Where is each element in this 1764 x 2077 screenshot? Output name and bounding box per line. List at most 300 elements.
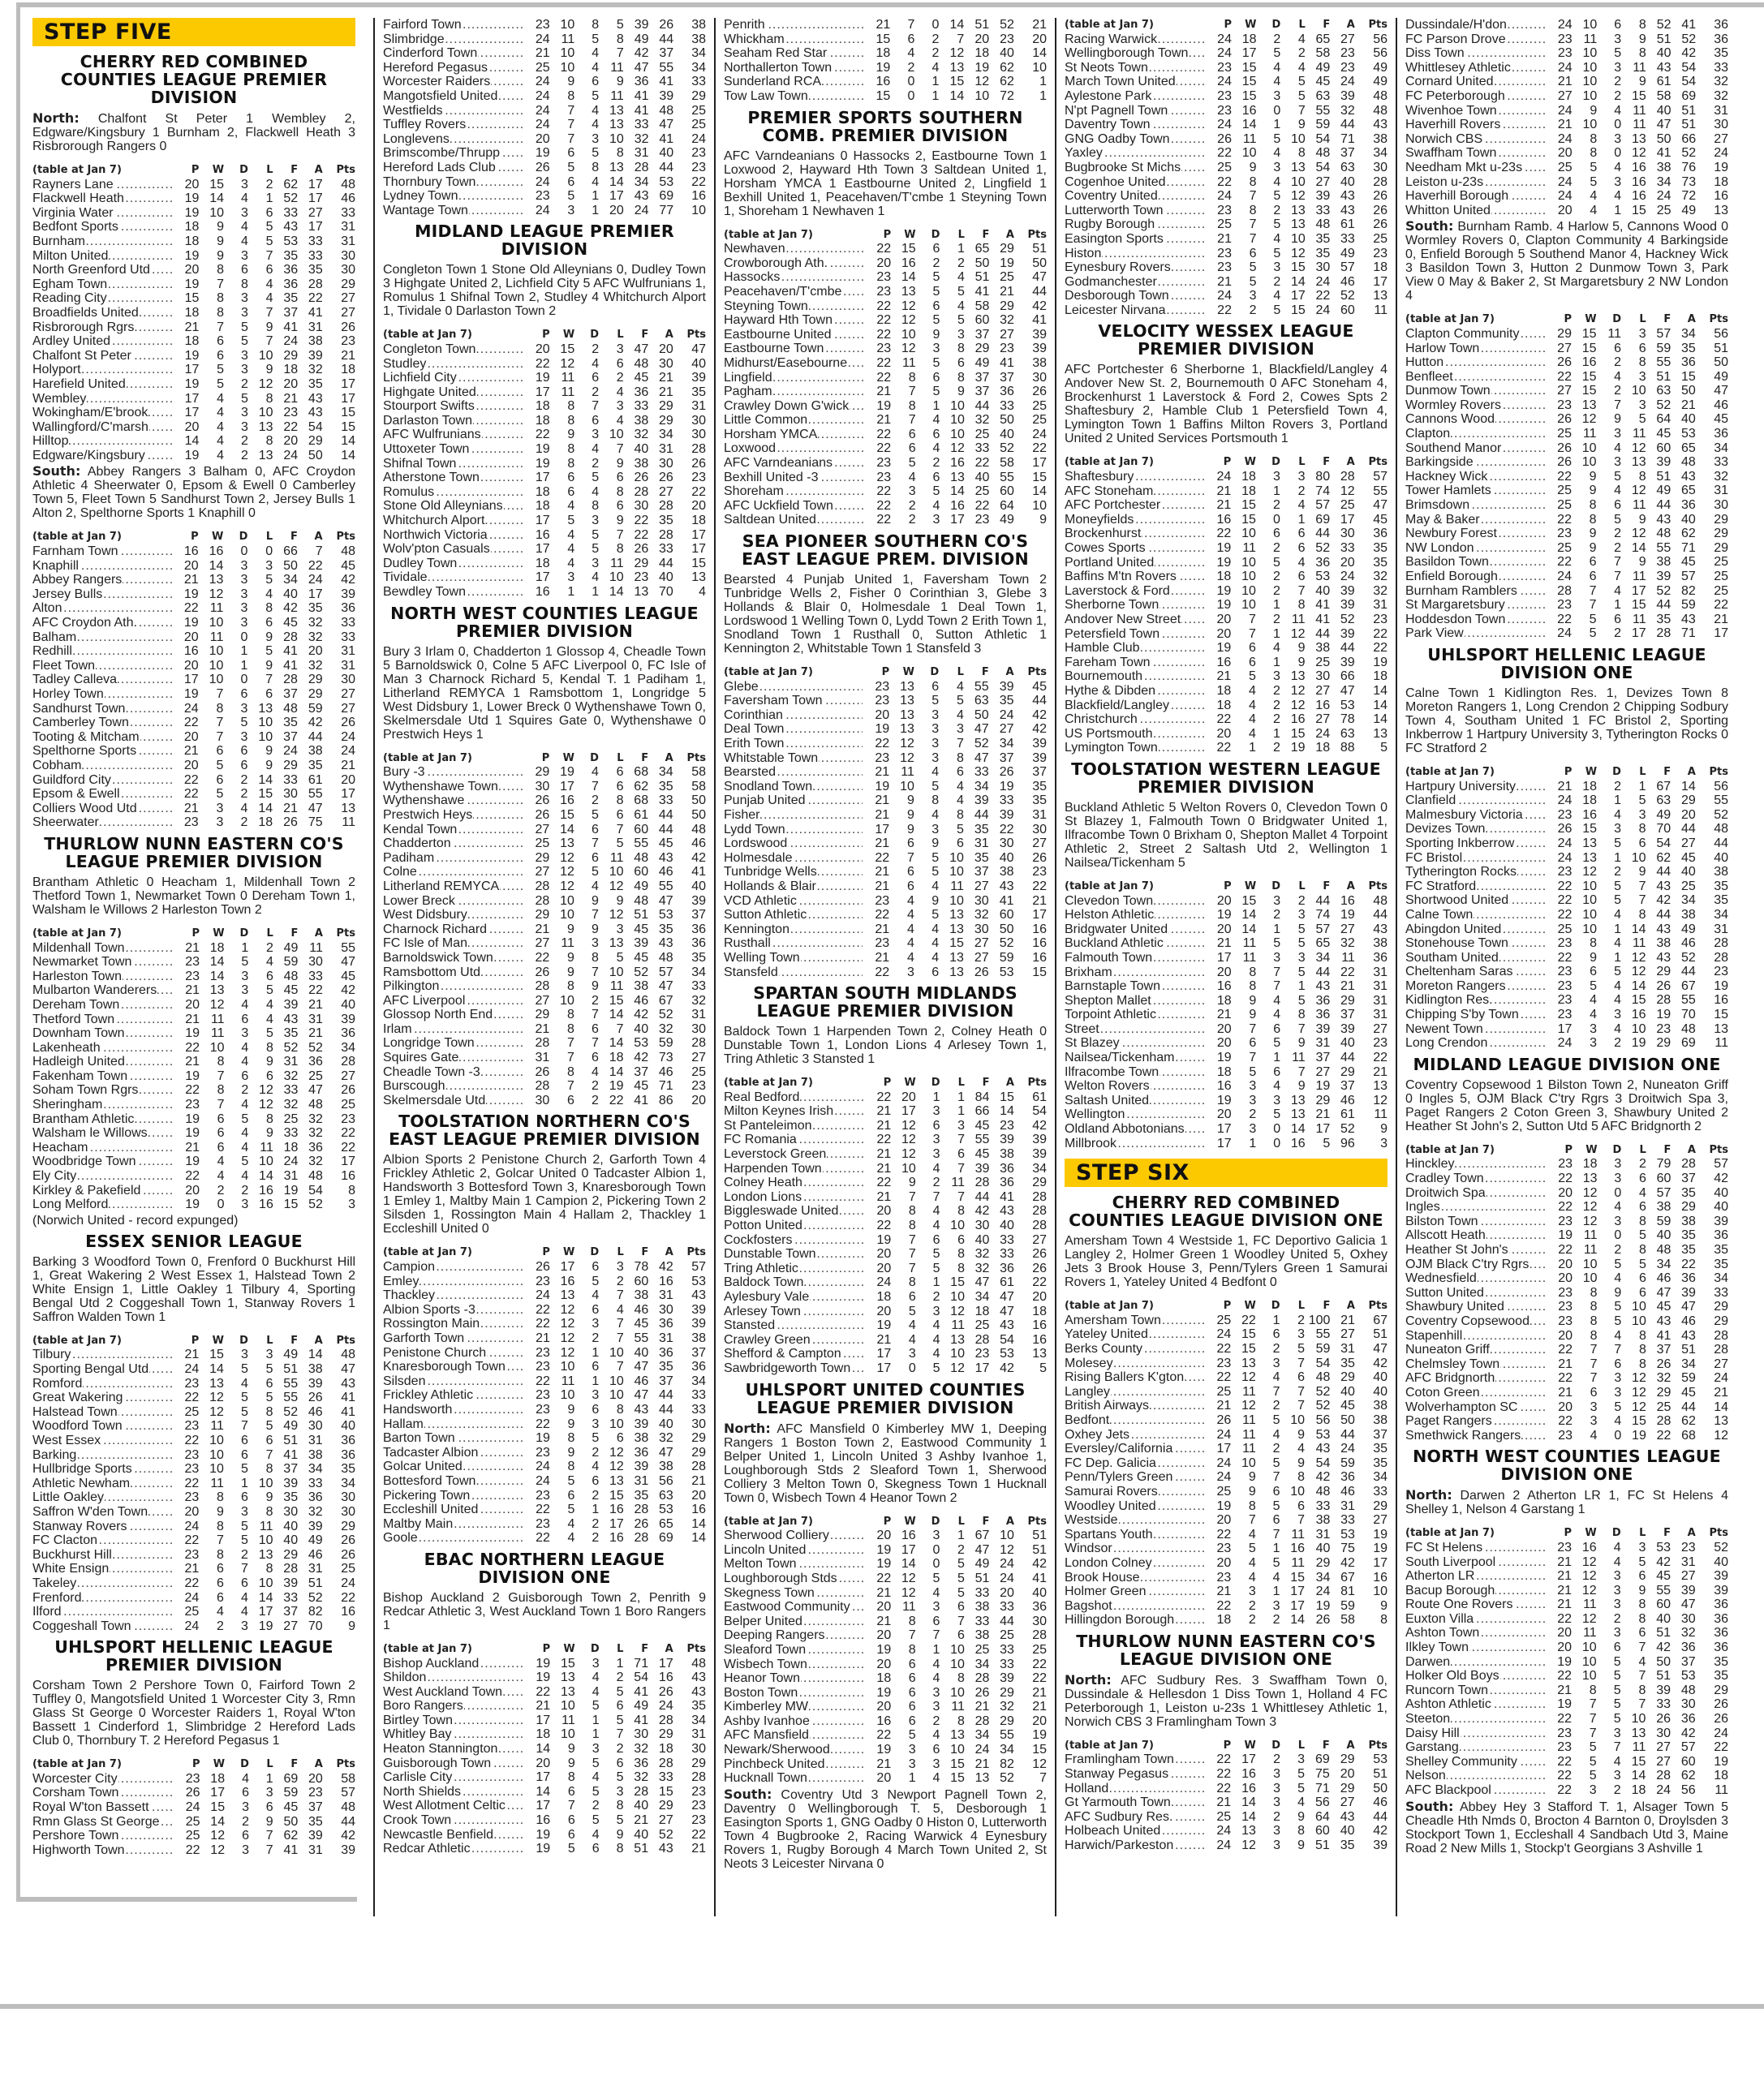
played-cell: 22 [1216,527,1232,541]
table-row [724,1658,1047,1672]
points-cell: 26 [1714,1697,1728,1712]
goals-for-cell: 53 [634,1036,649,1051]
played-cell: 16 [876,1714,892,1728]
table-row [1405,412,1728,427]
table-row [1065,32,1388,47]
drawn-cell: 3 [1273,1824,1281,1838]
table-row [1065,727,1388,742]
played-cell: 20 [1558,1185,1573,1200]
goals-for-cell: 34 [975,1657,990,1671]
team-name-cell [383,528,525,543]
team-name: Street [1065,1021,1099,1036]
goals-for-cell: 41 [634,88,649,103]
table-row [383,908,706,922]
lost-cell: 3 [1297,950,1306,965]
table-row [1405,993,1728,1008]
drawn-cell: 6 [241,1012,249,1026]
goals-for-cell: 52 [974,737,989,750]
won-cell: 12 [1582,865,1598,879]
points-cell: 38 [691,18,706,32]
team-name: Sawbridgeworth Town [724,1361,851,1375]
table-header-a: A [1005,1077,1014,1090]
goals-for-cell: 45 [1656,1569,1671,1584]
goals-against-cell: 46 [308,1404,323,1419]
points-cell: 28 [1032,1204,1047,1219]
drawn-cell: 4 [1614,160,1622,174]
goals-for-cell: 51 [1656,1669,1671,1684]
table-row [32,1619,355,1634]
points-cell: 39 [1032,327,1047,342]
lost-cell: 15 [1291,260,1306,275]
won-cell: 4 [1249,698,1256,712]
goals-for-cell: 70 [1656,822,1671,836]
goals-for-cell: 67 [1656,779,1671,793]
drawn-cell: 5 [931,779,940,793]
played-cell: 24 [1557,60,1573,75]
goals-against-cell: 24 [658,1699,673,1714]
goals-against-cell: 51 [1681,1343,1696,1357]
points-cell: 39 [1032,1133,1047,1147]
points-cell: 48 [341,1348,355,1362]
match-results [1065,363,1388,445]
league-section-uhlsport-hellenic-league-premier-division [32,1638,355,1857]
points-cell: 49 [1714,369,1728,384]
team-name-cell [383,1431,525,1446]
goals-for-cell: 28 [1656,1414,1671,1429]
team-name: Darlaston Town [383,413,472,428]
played-cell: 23 [536,1488,550,1503]
goals-against-cell: 39 [308,348,323,363]
goals-for-cell: 27 [974,936,989,951]
team-name-cell [724,256,867,271]
drawn-cell: 2 [1272,683,1280,698]
results-text: Congleton Town 1 Stone Old Alleynians 0, Dudley Town 3 Highgate United 2, Lichfield City 5 AFC Wulfrunians 1, Romulus 1 Shifnal Town 2, Studley 4 Whitchurch Alport 1, Tividale 0 Darlaston Town 2 [383,263,706,319]
drawn-cell: 6 [1614,341,1622,355]
drawn-cell: 5 [1273,46,1281,61]
table-row [1405,1569,1728,1584]
points-cell: 31 [1714,484,1728,498]
table-row [32,616,355,630]
drawn-cell: 4 [932,1204,940,1219]
goals-against-cell: 44 [1681,1400,1696,1414]
played-cell: 23 [185,955,200,970]
table-header-d: D [1271,456,1280,469]
step-banner [1065,1159,1388,1187]
goals-for-cell: 26 [974,965,989,979]
won-cell: 9 [567,922,574,936]
table-header-pts: Pts [686,329,706,342]
team-name-cell [32,544,174,559]
table-header-w: W [904,1077,916,1090]
goals-against-cell: 40 [659,570,673,585]
team-name-cell [724,1771,867,1786]
team-name: Wednesfield [1405,1271,1477,1286]
points-cell: 51 [1032,1542,1047,1557]
won-cell: 11 [902,355,916,370]
goals-for-cell: 13 [975,1771,990,1786]
won-cell: 0 [907,75,915,89]
lost-cell: 3 [1638,369,1646,384]
table-row [1065,61,1388,75]
goals-against-cell: 44 [1340,1427,1355,1442]
team-name: Guildford City [32,772,111,787]
drawn-cell: 2 [1272,1442,1280,1456]
table-header-p: P [883,1077,892,1090]
lost-cell: 4 [265,291,273,306]
goals-against-cell: 29 [308,434,323,449]
drawn-cell: 1 [1273,922,1281,936]
played-cell: 22 [1216,1342,1232,1356]
table-row [724,1262,1047,1276]
drawn-cell: 6 [592,1360,600,1374]
table-row [32,1548,355,1563]
won-cell: 8 [567,399,575,414]
drawn-cell: 7 [240,1419,248,1434]
team-name-cell [1405,1036,1547,1051]
team-name-cell [1405,1022,1547,1037]
played-cell: 22 [1558,1200,1573,1215]
match-results [724,149,1047,218]
table-header-pts: Pts [1027,666,1047,679]
team-name-cell [32,587,174,602]
team-name-cell [32,616,174,630]
played-cell: 21 [183,801,199,815]
goals-against-cell: 20 [1000,1585,1014,1600]
goals-against-cell: 31 [659,1331,673,1345]
team-name-cell [383,357,525,372]
points-cell: 26 [691,456,706,471]
team-name-cell [1405,342,1547,356]
table-row [32,1069,355,1084]
played-cell: 16 [183,544,199,559]
lost-cell: 11 [1633,118,1646,132]
team-name-cell [383,1757,525,1771]
table-row [1065,146,1388,161]
goals-for-cell: 30 [634,1727,649,1742]
team-name: Loughborough Stds [724,1571,837,1585]
drawn-cell: 9 [591,893,599,908]
goals-against-cell: 52 [1000,441,1014,456]
won-cell: 3 [216,801,224,815]
played-cell: 23 [1558,1214,1573,1228]
played-cell: 23 [184,1462,200,1477]
points-cell: 48 [691,1656,706,1671]
goals-against-cell: 53 [1680,1669,1696,1684]
drawn-cell: 4 [932,1332,940,1347]
drawn-cell: 2 [1614,1243,1622,1257]
team-name-cell [1065,656,1207,670]
lost-cell: 7 [265,334,273,349]
drawn-cell: 0 [240,630,248,644]
table-row [32,1505,355,1520]
team-name-cell [383,514,525,528]
goals-for-cell: 52 [1656,583,1671,598]
won-cell: 6 [907,836,914,851]
drawn-cell: 3 [592,514,600,528]
points-cell: 36 [1714,1598,1728,1612]
drawn-cell: 0 [1614,1428,1622,1443]
goals-for-cell: 51 [1656,469,1671,484]
lost-cell: 8 [616,1799,624,1813]
won-cell: 11 [1242,936,1257,951]
played-cell: 23 [536,1516,550,1531]
table-row [383,514,706,528]
drawn-cell: 2 [240,772,248,787]
played-cell: 17 [1216,1122,1232,1137]
drawn-cell: 3 [1273,160,1281,174]
played-cell: 20 [1216,626,1232,641]
won-cell: 6 [908,441,916,456]
team-name: Woodbridge Town [32,1155,136,1169]
won-cell: 5 [1589,626,1597,641]
team-name: Kidlington Res. [1405,993,1493,1008]
points-cell: 31 [341,658,355,673]
team-name: Sunderland RCA [724,75,822,89]
goals-for-cell: 28 [283,630,298,644]
points-cell: 36 [1714,427,1728,441]
team-name: St Neots Town [1065,60,1148,75]
goals-for-cell: 43 [1656,1314,1671,1328]
points-cell: 21 [1032,893,1047,908]
played-cell: 22 [536,1684,551,1699]
table-header-row [383,1642,706,1657]
league-section-north-west-counties-league-premier-division [383,604,706,1108]
team-name: Wellington [1065,1107,1125,1122]
lost-cell: 8 [1297,146,1306,161]
played-cell: 16 [535,585,550,599]
played-cell: 24 [184,1590,200,1605]
goals-against-cell: 33 [1000,1600,1014,1615]
points-cell: 44 [1032,694,1047,708]
team-name: St Panteleimon [724,1118,812,1133]
played-cell: 17 [183,673,199,687]
table-header-label: (table at Jan 7) [32,531,122,544]
table-row [32,601,355,616]
team-name: Darwen [1405,1654,1451,1669]
won-cell: 2 [908,513,916,527]
league-table [32,163,355,462]
played-cell: 21 [1557,1555,1572,1569]
team-name-cell [724,836,864,851]
team-name: Stapenhill [1405,1328,1463,1343]
table-header-w: W [563,1246,575,1259]
points-cell: 23 [1373,246,1388,260]
played-cell: 25 [1217,217,1232,232]
goals-for-cell: 59 [283,955,299,970]
table-header-label: (table at Jan 7) [383,1246,472,1259]
league-section-continued [724,18,1047,104]
team-name-cell [383,428,525,442]
goals-against-cell: 30 [1680,1611,1696,1626]
goals-against-cell: 47 [658,893,673,908]
team-name: Shepton Mallet [1065,993,1151,1008]
table-row [32,249,355,264]
won-cell: 10 [1581,441,1597,455]
goals-for-cell: 40 [283,587,298,601]
drawn-cell: 5 [1273,189,1281,204]
table-row [383,1489,706,1503]
table-header-p: P [542,329,550,342]
played-cell: 19 [184,248,200,263]
table-row [1405,342,1728,356]
lost-cell: 10 [1290,1484,1305,1499]
team-name: Heaton Stannington [383,1742,498,1757]
played-cell: 20 [876,1771,892,1786]
lost-cell: 0 [265,544,273,559]
drawn-cell: 8 [241,277,248,291]
won-cell: 15 [1241,88,1257,103]
played-cell: 19 [535,371,550,385]
won-cell: 7 [908,1628,916,1643]
lost-cell: 12 [609,1460,624,1474]
table-row [724,1104,1047,1119]
won-cell: 8 [1249,979,1257,994]
lost-cell: 11 [1633,498,1646,513]
points-cell: 24 [341,744,355,759]
team-name-cell [724,1204,867,1219]
won-cell: 12 [1581,1555,1597,1569]
goals-against-cell: 17 [658,1656,673,1671]
won-cell: 10 [209,205,225,220]
team-name-cell [1065,189,1207,204]
team-name: Midhurst/Easebourne [724,355,848,370]
won-cell: 5 [216,758,224,772]
drawn-cell: 5 [1272,1555,1280,1570]
table-row [1405,1697,1728,1712]
team-name: Lincoln United [724,1542,807,1557]
played-cell: 21 [1557,1683,1572,1697]
goals-against-cell: 31 [308,1012,323,1026]
team-name-cell [1405,441,1547,456]
drawn-cell: 5 [1272,1499,1280,1513]
won-cell: 7 [217,1533,224,1548]
played-cell: 19 [184,376,200,391]
drawn-cell: 3 [241,177,248,191]
points-cell: 35 [341,1462,355,1477]
team-name-cell [383,894,525,909]
goals-against-cell: 61 [1340,1107,1355,1122]
won-cell: 15 [560,807,574,822]
lost-cell: 12 [1631,484,1646,498]
team-name-cell [383,1360,525,1374]
points-cell: 42 [1714,1172,1728,1186]
goals-for-cell: 28 [634,1784,649,1799]
team-name: Downham Town [32,1026,125,1041]
team-name-cell [383,1671,525,1685]
lost-cell: 8 [265,1404,273,1419]
lost-cell: 22 [609,1093,624,1107]
goals-for-cell: 46 [634,1374,649,1388]
goals-against-cell: 33 [658,793,673,808]
table-row [1405,1555,1728,1570]
lost-cell: 7 [616,1360,624,1374]
drawn-cell: 3 [241,348,248,363]
won-cell: 8 [908,1614,916,1628]
lost-cell: 2 [616,371,624,385]
team-name: Atherton LR [1405,1569,1475,1584]
won-cell: 4 [1590,1428,1598,1443]
won-cell: 10 [209,1433,224,1447]
won-cell: 14 [210,1814,226,1829]
goals-against-cell: 21 [659,385,673,399]
lost-cell: 11 [1632,1740,1646,1755]
points-cell: 30 [691,1417,706,1431]
table-row [724,328,1047,342]
won-cell: 11 [902,1600,916,1615]
lost-cell: 3 [1638,398,1646,412]
played-cell: 23 [876,342,892,356]
goals-against-cell: 52 [1340,613,1355,626]
drawn-cell: 2 [1614,75,1622,89]
goals-against-cell: 30 [1680,1697,1696,1712]
table-row [383,894,706,909]
played-cell: 21 [1216,1795,1232,1810]
team-name-cell [724,1262,867,1276]
table-row [724,270,1047,285]
drawn-cell: 1 [1614,598,1622,613]
drawn-cell: 3 [240,601,248,616]
team-name-cell [1405,993,1547,1008]
lost-cell: 10 [1631,1712,1646,1727]
played-cell: 18 [1216,683,1232,698]
goals-for-cell: 55 [1315,1327,1331,1342]
drawn-cell: 3 [591,936,599,951]
results-text: Corsham Town 2 Pershore Town 0, Fairford Town 2 Tuffley 0, Mangotsfield United 1 Worcester City 3, Rmn Glass St George 0 Worcester Raiders 1, Royal W'ton Bassett 1 Cinderford 1, Slimbridge 2 Hereford Lads Club 0, Thornbury T. 2 Hereford Pegasus 1 [32,1679,355,1748]
played-cell: 22 [185,1169,200,1184]
goals-against-cell: 54 [1681,75,1697,89]
points-cell: 31 [341,234,355,248]
won-cell: 9 [1249,160,1257,174]
lost-cell: 16 [1290,712,1306,727]
played-cell: 25 [185,1814,200,1829]
drawn-cell: 1 [931,75,940,89]
drawn-cell: 1 [1273,118,1281,132]
team-name: Knaresborough Town [383,1360,506,1374]
match-results [1065,1673,1388,1729]
drawn-cell: 5 [932,1571,940,1585]
drawn-cell: 5 [240,1533,248,1548]
table-header-label: (table at Jan 7) [1065,19,1154,31]
goals-against-cell: 59 [308,701,323,716]
played-cell: 24 [535,88,550,103]
goals-for-cell: 41 [975,284,990,299]
table-row [32,673,355,687]
goals-against-cell: 71 [1681,626,1696,641]
played-cell: 22 [876,327,892,342]
team-name: Cheltenham Saras [1405,965,1513,979]
goals-against-cell: 35 [658,922,673,936]
table-header-pts: Pts [1027,228,1047,241]
points-cell: 56 [1714,779,1728,793]
team-name-cell [32,263,174,277]
played-cell: 27 [535,936,550,951]
played-cell: 26 [1557,355,1572,370]
table-row [1405,865,1728,879]
goals-against-cell: 30 [1340,527,1355,541]
drawn-cell: 4 [592,1671,600,1685]
team-name: Spelthorne Sports [32,744,137,759]
lost-cell: 17 [1631,583,1646,598]
table-row [1065,1456,1388,1471]
goals-against-cell: 46 [1340,1093,1355,1107]
goals-for-cell: 30 [1315,669,1331,684]
won-cell: 15 [1581,384,1597,398]
team-name: Milton Keynes Irish [724,1104,834,1119]
team-name: Baldock Town [724,1275,804,1290]
won-cell: 14 [209,558,224,573]
table-row [32,644,355,659]
step-banner [32,18,355,46]
